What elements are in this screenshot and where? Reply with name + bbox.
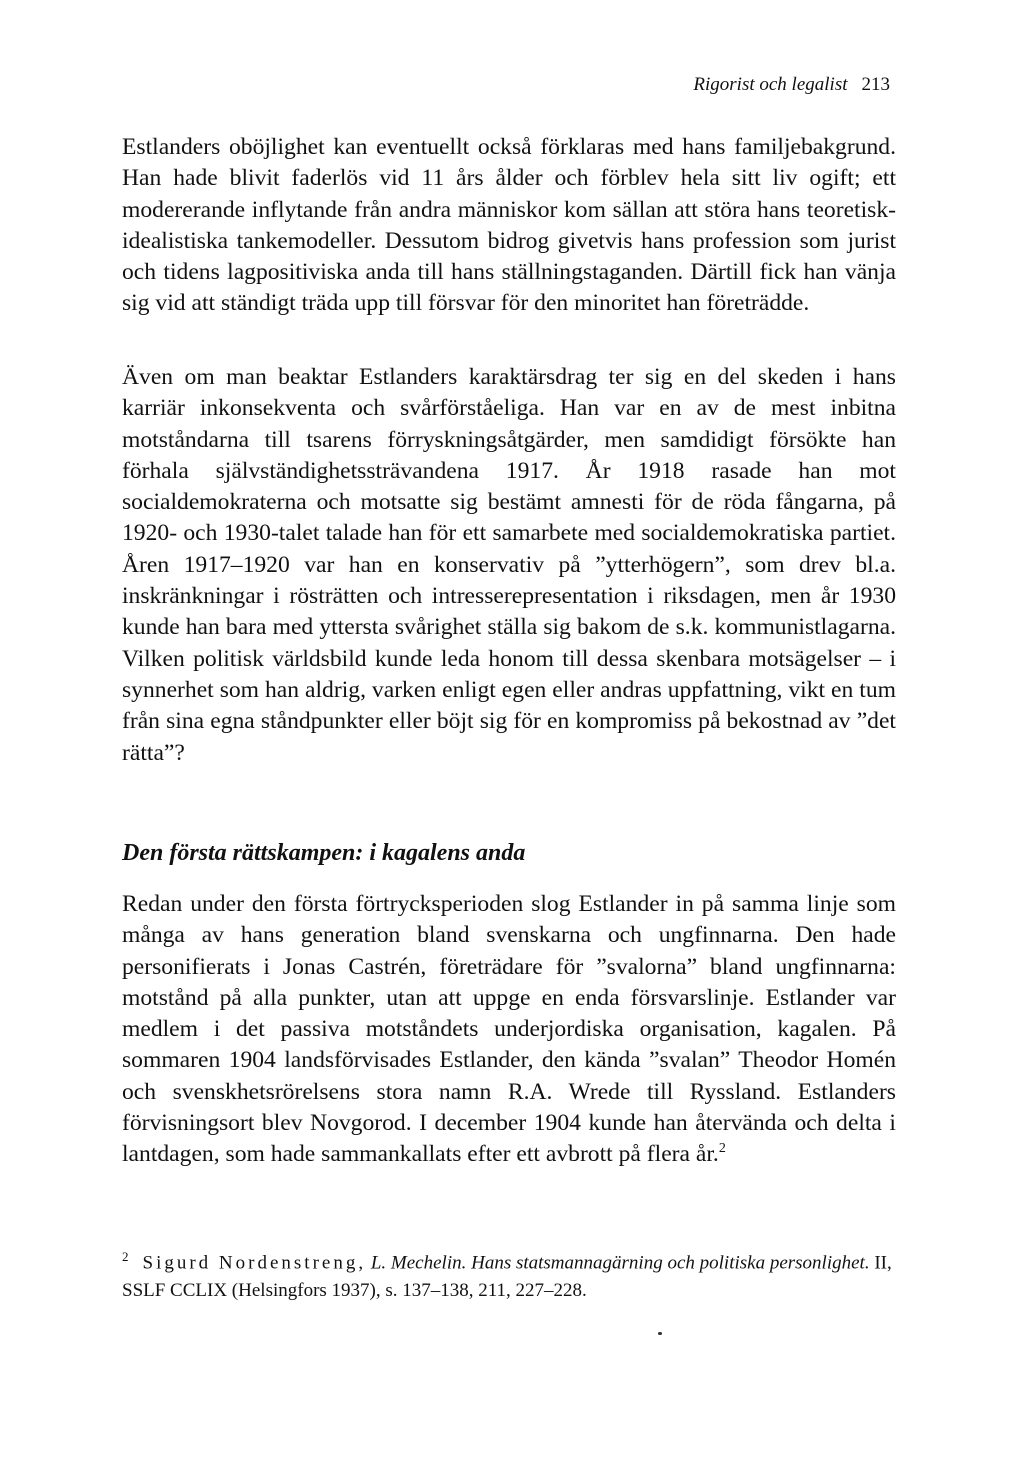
scan-speck — [658, 1332, 662, 1335]
running-head — [693, 74, 890, 96]
body-paragraph — [122, 132, 896, 320]
paragraph-text: Även om man beaktar Estlanders karaktärsdrag ter sig en del skeden i hans karriär inkonsekventa och svårförståeliga. Han var en av de mest inbitna motståndarna till tsarens förryskningsåtgärder, men samdidigt försökte han förhala självständighetssträvandena 1917. År 1918 rasade han mot socialdemokraterna och motsatte sig bestämt amnesti för de röda fångarna, på 1920- och 1930-talet talade han för ett samarbete med socialdemokratiska partiet. Åren 1917–1920 var han en konservativ på ”ytterhögern”, som drev bl.a. inskränkningar i rösträtten och intresserepresentation i riksdagen, men år 1930 kunde han bara med yttersta svårighet ställa sig bakom de s.k. kommunistlagarna. Vilken politisk världsbild kunde leda honom till dessa skenbara motsägelser – i synnerhet som han aldrig, varken enligt egen eller andras uppfattning, vikt en tum från sina egna ståndpunkter eller böjt sig för en kompromiss på bekostnad av ”det rätta”? — [122, 364, 896, 766]
footnote-title: L. Mechelin. Hans statsmannagärning och politiska personlighet. — [370, 1252, 870, 1274]
footnote-author: Sigurd Nordenstreng, — [142, 1252, 367, 1274]
section-paragraph — [122, 889, 896, 1171]
section-heading: Den första rättskampen: i kagalens anda — [122, 840, 526, 866]
footnote-reference[interactable]: 2 — [718, 1141, 726, 1157]
paragraph-text: Redan under den första förtrycksperioden slog Estlander in på samma linje som många av hans generation bland svenskarna och ungfinnarna. Den hade personifierats i Jonas Castrén, företrädare för ”svalorna” bland ungfinnarna: motstånd på alla punkter, utan att uppge en enda försvarslinje. Estlander var medlem i det passiva motståndets underjordiska organisation, kagalen. På sommaren 1904 landsförvisades Estlander, den kända ”svalan” Theodor Homén och svenskhetsrörelsens stora namn R.A. Wrede till Ryssland. Estlanders förvisningsort blev Novgorod. I december 1904 kunde han återvända och delta i lantdagen, som hade sammankallats efter ett avbrott på flera år. — [122, 891, 896, 1168]
footnote — [122, 1243, 896, 1305]
paragraph-text-wrapper — [122, 889, 896, 1171]
footnote-mark: 2 — [122, 1249, 129, 1264]
footnote-details: II, SSLF CCLIX (Helsingfors 1937), s. 137–138, 211, 227–228. — [122, 1252, 892, 1302]
paragraph-text: Estlanders oböjlighet kan eventuellt också förklaras med hans familjebakgrund. Han hade blivit faderlös vid 11 års ålder och förblev hela sitt liv ogift; ett modererande inflytande från andra människor kom sällan att störa hans teoretisk-idealistiska tankemodeller. Dessutom bidrog givetvis hans profession som jurist och tidens lagpositiviska anda till hans ställningstaganden. Därtill fick han vänja sig vid att ständigt träda upp till försvar för den minoritet han företrädde. — [122, 134, 896, 317]
body-paragraph — [122, 362, 896, 769]
page-number: 213 — [861, 74, 890, 95]
running-title: Rigorist och legalist — [693, 74, 848, 95]
